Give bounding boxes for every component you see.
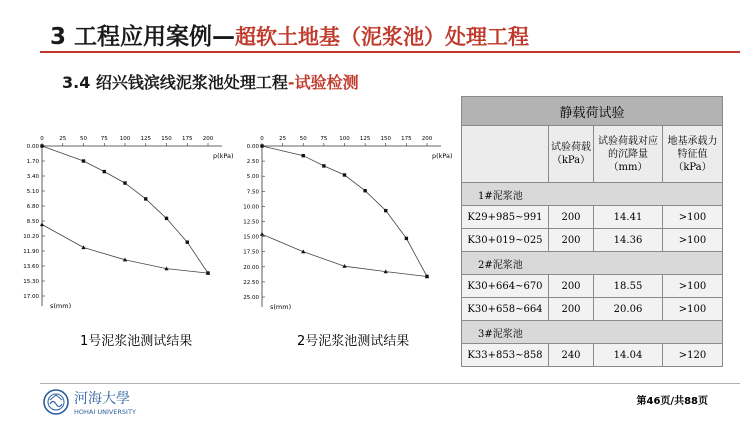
subtitle-main: 3.4 绍兴钱滨线泥浆池处理工程 bbox=[62, 73, 288, 92]
table-header-cell: 试验荷载对应的沉降量（mm） bbox=[594, 126, 663, 183]
data-point bbox=[82, 159, 85, 162]
data-point bbox=[40, 144, 43, 147]
data-point bbox=[260, 232, 264, 236]
chart-pond-1-caption: 1号泥浆池测试结果 bbox=[80, 334, 193, 349]
x-tick-label: 175 bbox=[401, 136, 412, 142]
x-tick-label: 0 bbox=[40, 136, 44, 142]
group-label: 2#泥浆池 bbox=[462, 252, 723, 275]
y-tick-label: 10.20 bbox=[23, 234, 39, 240]
x-tick-label: 175 bbox=[182, 136, 193, 142]
data-point bbox=[322, 164, 325, 167]
data-point bbox=[165, 217, 168, 220]
y-tick-label: 11.90 bbox=[23, 249, 39, 255]
x-tick-label: 150 bbox=[380, 136, 391, 142]
chart-pond-2 bbox=[236, 126, 458, 311]
data-point bbox=[363, 189, 366, 192]
y-tick-label: 15.30 bbox=[23, 279, 39, 285]
table-cell: 14.04 bbox=[594, 344, 663, 367]
data-point bbox=[40, 222, 44, 226]
table-cell: >100 bbox=[663, 229, 723, 252]
series-line bbox=[42, 225, 208, 274]
x-tick-label: 200 bbox=[421, 136, 433, 142]
chart-pond-1 bbox=[20, 126, 235, 311]
x-tick-label: 50 bbox=[299, 136, 307, 142]
y-tick-label: 8.50 bbox=[26, 219, 39, 225]
data-point bbox=[103, 170, 106, 173]
y-tick-label: 22.50 bbox=[243, 279, 259, 286]
table-cell: >120 bbox=[663, 344, 723, 367]
chart-pond-2-caption: 2号泥浆池测试结果 bbox=[297, 334, 410, 349]
section-subtitle bbox=[62, 70, 359, 93]
series-line bbox=[42, 146, 208, 273]
table-cell: 14.36 bbox=[594, 229, 663, 252]
table-cell: >100 bbox=[663, 206, 723, 229]
x-axis-label: p(kPa) bbox=[432, 152, 453, 160]
x-axis-label: p(kPa) bbox=[213, 152, 234, 160]
logo-subtext: HOHAI UNIVERSITY bbox=[74, 408, 136, 416]
y-tick-label: 17.50 bbox=[243, 249, 259, 256]
table-header-cell: 试验荷载（kPa） bbox=[549, 126, 594, 183]
table-cell: 20.06 bbox=[594, 298, 663, 321]
table-cell: 200 bbox=[549, 229, 594, 252]
y-axis-label: s(mm) bbox=[50, 302, 72, 310]
y-tick-label: 5.10 bbox=[26, 189, 39, 195]
data-point bbox=[144, 197, 147, 200]
table-cell: K33+853~858 bbox=[462, 344, 549, 367]
x-tick-label: 200 bbox=[202, 136, 214, 142]
table-cell: 18.55 bbox=[594, 275, 663, 298]
data-point bbox=[123, 181, 126, 184]
y-tick-label: 3.40 bbox=[26, 174, 39, 180]
subtitle-accent: -试验检测 bbox=[287, 73, 359, 92]
x-tick-label: 25 bbox=[59, 136, 67, 142]
y-tick-label: 12.50 bbox=[243, 219, 259, 226]
data-point bbox=[343, 173, 346, 176]
y-tick-label: 0.00 bbox=[26, 144, 39, 150]
y-tick-label: 6.80 bbox=[26, 204, 39, 210]
y-axis-label: s(mm) bbox=[270, 303, 292, 311]
slide-title bbox=[50, 18, 529, 51]
chart-pond-1-svg bbox=[20, 126, 235, 311]
series-line bbox=[262, 146, 427, 277]
table-header-cell: 地基承载力特征值（kPa） bbox=[663, 126, 723, 183]
y-tick-label: 10.00 bbox=[243, 204, 259, 211]
table-cell: K30+664~670 bbox=[462, 275, 549, 298]
table-group-row bbox=[462, 183, 723, 206]
title-divider bbox=[40, 51, 740, 53]
table-header-row bbox=[462, 126, 723, 183]
table-cell: 200 bbox=[549, 206, 594, 229]
table-row bbox=[462, 344, 723, 367]
table-cell: >100 bbox=[663, 298, 723, 321]
y-tick-label: 7.50 bbox=[246, 189, 259, 196]
x-tick-label: 25 bbox=[279, 136, 287, 142]
table-caption: 静载荷试验 bbox=[462, 97, 723, 126]
group-label: 3#泥浆池 bbox=[462, 321, 723, 344]
table-group-row bbox=[462, 321, 723, 344]
page-number: 第46页/共88页 bbox=[636, 396, 708, 407]
table-row bbox=[462, 206, 723, 229]
table-cell: 200 bbox=[549, 298, 594, 321]
chart-pond-2-svg bbox=[236, 126, 458, 311]
y-tick-label: 25.00 bbox=[243, 295, 259, 301]
y-tick-label: 1.70 bbox=[26, 159, 39, 165]
y-tick-label: 17.00 bbox=[23, 294, 39, 300]
university-logo bbox=[42, 387, 172, 421]
group-label: 1#泥浆池 bbox=[462, 183, 723, 206]
y-tick-label: 5.00 bbox=[246, 174, 259, 181]
y-tick-label: 13.60 bbox=[23, 264, 39, 270]
y-tick-label: 2.50 bbox=[246, 159, 259, 166]
y-tick-label: 0.00 bbox=[246, 144, 259, 150]
logo-text: 河海大學 bbox=[74, 391, 130, 407]
table-cell: 14.41 bbox=[594, 206, 663, 229]
x-tick-label: 75 bbox=[100, 136, 108, 142]
x-tick-label: 50 bbox=[80, 136, 87, 142]
data-point bbox=[81, 245, 85, 249]
x-tick-label: 100 bbox=[119, 136, 131, 142]
y-tick-label: 20.00 bbox=[243, 264, 259, 271]
x-tick-label: 125 bbox=[359, 136, 371, 142]
data-point bbox=[186, 240, 189, 243]
table-group-row bbox=[462, 252, 723, 275]
series-line bbox=[262, 234, 427, 276]
table-cell: K30+019~025 bbox=[462, 229, 549, 252]
data-point bbox=[260, 144, 263, 147]
table-cell: 240 bbox=[549, 344, 594, 367]
table-cell: K30+658~664 bbox=[462, 298, 549, 321]
table-row bbox=[462, 229, 723, 252]
x-tick-label: 150 bbox=[161, 136, 172, 142]
footer-divider bbox=[40, 383, 740, 384]
table-cell: 200 bbox=[549, 275, 594, 298]
data-point bbox=[384, 209, 387, 212]
title-accent: 超软土地基（泥浆池）处理工程 bbox=[235, 25, 530, 49]
x-tick-label: 125 bbox=[140, 136, 151, 142]
table-row bbox=[462, 298, 723, 321]
table-cell: K29+985~991 bbox=[462, 206, 549, 229]
data-point bbox=[405, 237, 408, 240]
x-tick-label: 0 bbox=[260, 136, 264, 142]
table-cell: >100 bbox=[663, 275, 723, 298]
y-tick-label: 15.00 bbox=[243, 234, 259, 241]
static-load-test-table bbox=[461, 96, 723, 367]
x-tick-label: 100 bbox=[339, 136, 350, 142]
table-row bbox=[462, 275, 723, 298]
data-point bbox=[302, 154, 305, 157]
table-header-cell bbox=[462, 126, 549, 183]
hohai-emblem-icon bbox=[42, 387, 172, 417]
x-tick-label: 75 bbox=[320, 136, 328, 142]
title-main: 3 工程应用案例— bbox=[50, 24, 236, 50]
